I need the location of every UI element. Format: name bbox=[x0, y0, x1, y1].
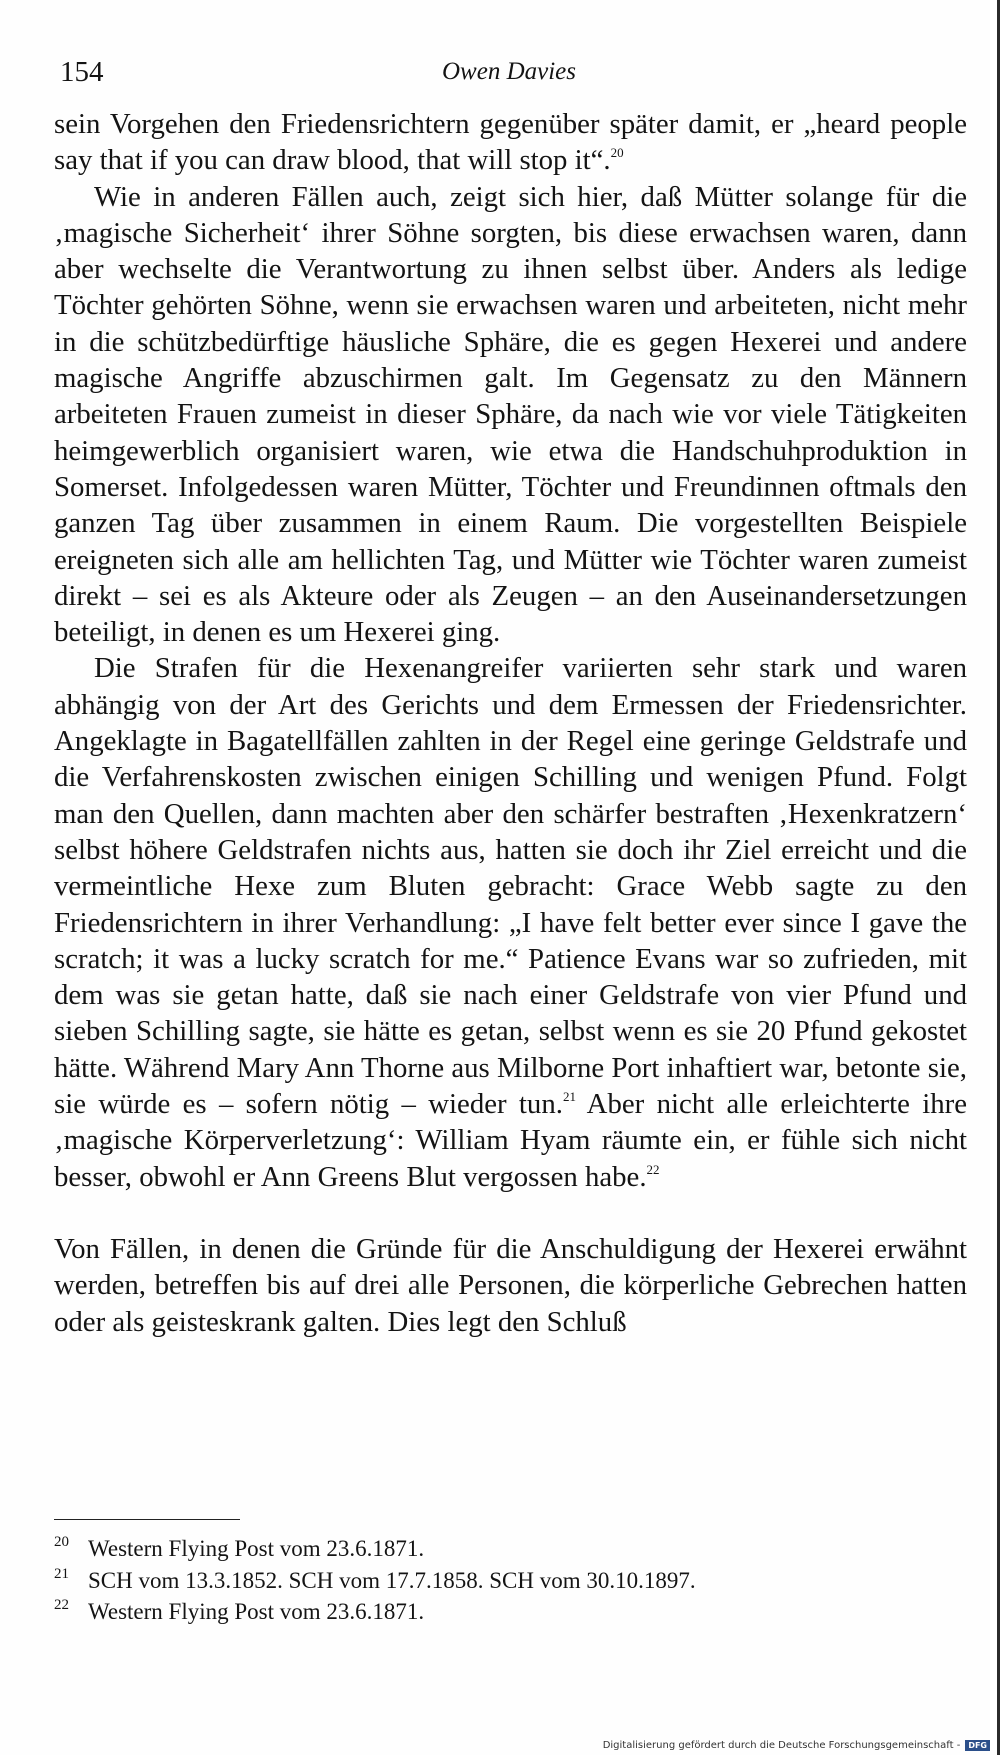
paragraph-text: Aber nicht alle erleichterte ihre ‚magische Körperverletzung‘: William Hyam räumte ein, er fühle sich nicht besser, obwohl er Ann Greens Blut vergossen habe. bbox=[54, 1088, 967, 1193]
footnote-text: SCH vom 13.3.1852. SCH vom 17.7.1858. SCH vom 30.10.1897. bbox=[88, 1567, 696, 1593]
footnote-ref: 21 bbox=[562, 1089, 576, 1105]
footnote-number: 21 bbox=[54, 1565, 69, 1582]
body-text bbox=[54, 106, 967, 1340]
paragraph-text: Von Fällen, in denen die Gründe für die Anschuldigung der Hexerei erwähnt werden, betreffen bis auf drei alle Personen, die körperliche Gebrechen hatten oder als geisteskrank galten. Dies legt den Schluß bbox=[54, 1232, 967, 1338]
footnote-text: Western Flying Post vom 23.6.1871. bbox=[88, 1536, 425, 1561]
running-head: Owen Davies bbox=[442, 58, 576, 85]
paragraph bbox=[54, 179, 967, 651]
digitization-credit bbox=[603, 1740, 990, 1751]
paragraph-text: sein Vorgehen den Friedensrichtern gegenüber später damit, er „heard people say that if you can draw blood, that will stop it“. bbox=[54, 108, 967, 177]
footnote bbox=[54, 1596, 954, 1628]
dfg-logo: DFG bbox=[965, 1740, 990, 1751]
credit-text: Digitalisierung gefördert durch die Deutsche Forschungsgemeinschaft - bbox=[602, 1740, 961, 1751]
footnotes bbox=[54, 1533, 954, 1628]
footnote bbox=[54, 1533, 954, 1565]
footnote-number: 20 bbox=[54, 1534, 69, 1550]
footnote-ref: 20 bbox=[610, 145, 624, 161]
page-header bbox=[60, 56, 700, 96]
paragraph bbox=[54, 1231, 967, 1340]
paragraph-text: Die Strafen für die Hexenangreifer variierten sehr stark und waren abhängig von der Art des Gerichts und dem Ermessen der Friedensrichter. Angeklagte in Bagatellfällen zahlten in der Regel eine geringe Geldstrafe und die Verfahrenskosten zwischen einigen Schilling und wenigen Pfund. Folgt man den Quellen, dann machten aber den schärfer bestraften ‚Hexenkratzern‘ selbst höhere Geldstrafen nichts aus, hatten sie doch ihr Ziel erreicht und die vermeintliche Hexe zum Bluten gebracht: Grace Webb sagte zu den Friedensrichtern in ihrer Verhandlung: „I have felt better ever since I gave the scratch; it was a lucky scratch for me.“ Patience Evans war so zufrieden, mit dem was sie getan hatte, daß sie nach einer Geldstrafe von vier Pfund und sieben Schilling sagte, sie hätte es getan, selbst wenn es sie 20 Pfund gekostet hätte. Während Mary Ann Thorne aus Milborne Port inhaftiert war, betonte sie, sie würde es – sofern nötig – wieder tun. bbox=[54, 652, 967, 1121]
paragraph bbox=[54, 650, 967, 1194]
footnote-number: 22 bbox=[54, 1597, 69, 1613]
footnote-text: Western Flying Post vom 23.6.1871. bbox=[88, 1599, 425, 1624]
page-number: 154 bbox=[60, 56, 104, 88]
footnote-rule bbox=[54, 1519, 240, 1520]
footnote-ref: 22 bbox=[646, 1161, 660, 1177]
footnote bbox=[54, 1565, 954, 1597]
paragraph bbox=[54, 106, 967, 179]
paragraph-text: Wie in anderen Fällen auch, zeigt sich hier, daß Mütter solange für die ‚magische Sicherheit‘ ihrer Söhne sorgten, bis diese erwachsen waren, dann aber wechselte die Verantwortung zu ihnen selbst über. Anders als ledige Töchter gehörten Söhne, wenn sie erwachsen waren und arbeiteten, nicht mehr in die schützbedürftige häusliche Sphäre, die es gegen Hexerei und andere magische Angriffe abzuschirmen galt. Im Gegensatz zu den Männern arbeiteten Frauen zumeist in dieser Sphäre, da nach wie vor viele Tätigkeiten heimgewerblich organisiert waren, wie etwa die Handschuhproduktion in Somerset. Infolgedessen waren Mütter, Töchter und Freundinnen oftmals den ganzen Tag über zusammen in einem Raum. Die vorgestellten Beispiele ereigneten sich alle am hellichten Tag, und Mütter wie Töchter waren zumeist direkt – sei es als Akteure oder als Zeugen – an den Auseinandersetzungen beteiligt, in denen es um Hexerei ging. bbox=[54, 180, 967, 649]
